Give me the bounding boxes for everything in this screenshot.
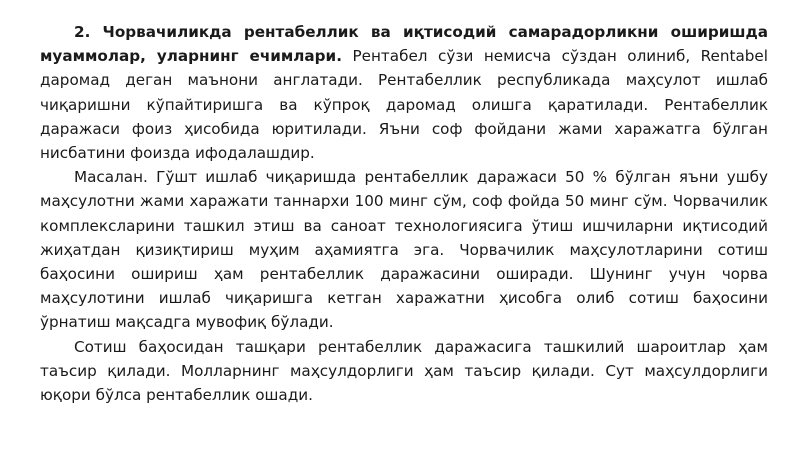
paragraph-1-text: Рентабел сўзи немисча сўздан олиниб, Rentabel даромад деган маънони англатади. Рентабеллик республикада маҳсулот ишлаб чиқаришни кўпайтиришга ва кўпроқ даромад олишга қаратилади. Рентабеллик даражаси фоиз ҳисобида юритилади. Яъни соф фойдани жами харажатга бўлган нисбатини фоизда ифодалашдир.: [40, 47, 768, 163]
section-heading: 2. Чорвачиликда рентабеллик ва иқтисодий самарадорликни оширишда муаммолар, уларнинг ечимлари.: [40, 23, 768, 66]
document-body: [40, 20, 768, 407]
paragraph-2: Масалан. Гўшт ишлаб чиқаришда рентабеллик даражаси 50 % бўлган яъни ушбу маҳсулотни жами харажати таннархи 100 минг сўм, соф фойда 50 минг сўм. Чорвачилик комплексларини ташкил этиш ва саноат технологиясига ўтиш ишчиларни иқтисодий жиҳатдан қизиқтириш муҳим аҳамиятга эга. Чорвачилик маҳсулотларини сотиш баҳосини ошириш ҳам рентабеллик даражасини оширади. Шунинг учун чорва маҳсулотини ишлаб чиқаришга кетган харажатни ҳисобга олиб сотиш баҳосини ўрнатиш мақсадга мувофиқ бўлади.: [40, 168, 768, 332]
paragraph-1: [40, 20, 768, 165]
paragraph-3: Сотиш баҳосидан ташқари рентабеллик даражасига ташкилий шароитлар ҳам таъсир қилади. Молларнинг маҳсулдорлиги ҳам таъсир қилади. Сут маҳсулдорлиги юқори бўлса рентабеллик ошади.: [40, 337, 768, 405]
